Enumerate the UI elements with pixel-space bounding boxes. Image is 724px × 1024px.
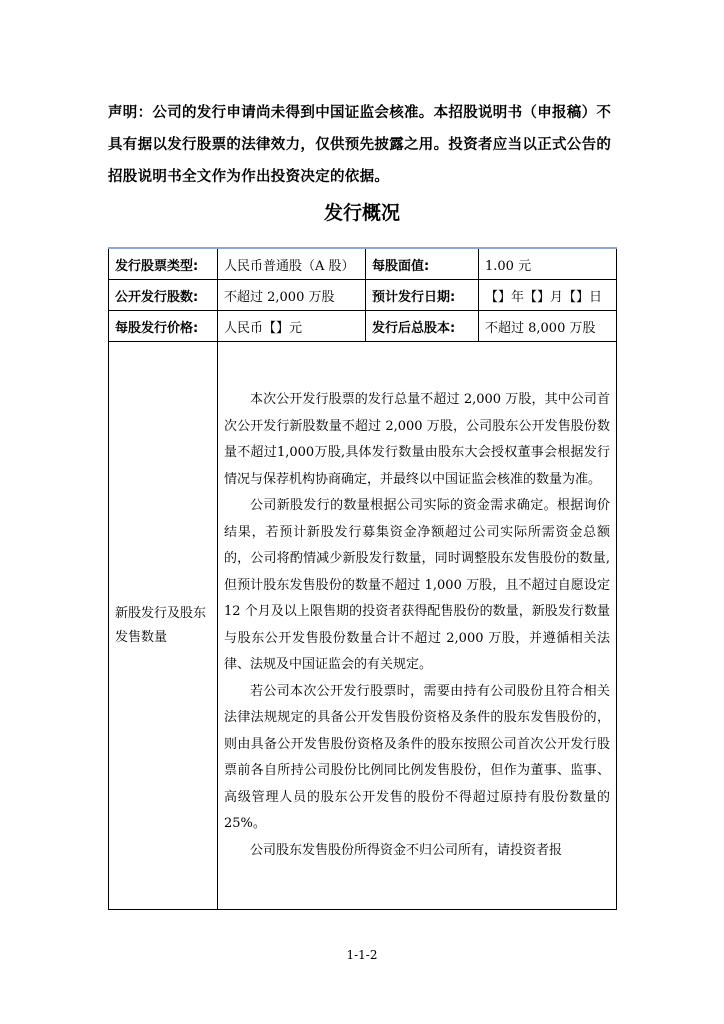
issuance-overview-table — [108, 247, 617, 910]
table-row — [109, 342, 617, 910]
table-row — [109, 280, 617, 311]
issue-price-label: 每股发行价格: — [109, 311, 218, 342]
table-row — [109, 248, 617, 280]
issue-price-value: 人民币【】元 — [218, 311, 366, 342]
section-paragraph: 本次公开发行股票的发行总量不超过 2,000 万股，其中公司首次公开发行新股数量不超过 2,000 万股，公司股东公开发售股份数量不超过1,000万股,具体发行数量由股东大会授权董事会根据发行情况与保荐机构协商确定，并最终以中国证监会核准的数量为准。 — [224, 392, 610, 487]
stock-type-value: 人民币普通股（A 股） — [218, 248, 366, 280]
stock-type-label: 发行股票类型: — [109, 248, 218, 280]
section-paragraph: 公司股东发售股份所得资金不归公司所有，请投资者报 — [250, 842, 563, 858]
par-value-label: 每股面值: — [366, 248, 479, 280]
section-label: 新股发行及股东发售数量 — [109, 342, 218, 910]
public-shares-value: 不超过 2,000 万股 — [218, 280, 366, 311]
section-content — [218, 342, 617, 910]
issue-date-value: 【】年【】月【】日 — [479, 280, 617, 311]
total-shares-label: 发行后总股本: — [366, 311, 479, 342]
page-title: 发行概况 — [323, 202, 400, 224]
issue-date-label: 预计发行日期: — [366, 280, 479, 311]
table-row — [109, 311, 617, 342]
public-shares-label: 公开发行股数: — [109, 280, 218, 311]
section-paragraph: 若公司本次公开发行股票时，需要由持有公司股份且符合相关法律法规规定的具备公开发售股份资格及条件的股东发售股份的，则由具备公开发售股份资格及条件的股东按照公司首次公开发行股票前各自所持公司股份比例同比例发售股份，但作为董事、监事、高级管理人员的股东公开发售的股份不得超过原持有股份数量的 25%。 — [224, 683, 610, 831]
page-number: 1-1-2 — [346, 948, 378, 962]
section-paragraph: 公司新股发行的数量根据公司实际的资金需求确定。根据询价结果，若预计新股发行募集资金净额超过公司实际所需资金总额的，公司将酌情减少新股发行数量，同时调整股东发售股份的数量,但预计股东发售股份的数量不超过 1,000 万股，且不超过自愿设定 12 个月及以上限售期的投资者获得配售股份的数量，新股发行数量与股东公开发售股份数量合计不超过 2,000 万股，并遵循相关法律、法规及中国证监会的有关规定。 — [224, 498, 610, 672]
par-value-value: 1.00 元 — [479, 248, 617, 280]
total-shares-value: 不超过 8,000 万股 — [479, 311, 617, 342]
disclaimer-text: 声明：公司的发行申请尚未得到中国证监会核准。本招股说明书（申报稿）不具有据以发行股票的法律效力，仅供预先披露之用。投资者应当以正式公告的招股说明书全文作为作出投资决定的依据。 — [108, 105, 612, 185]
